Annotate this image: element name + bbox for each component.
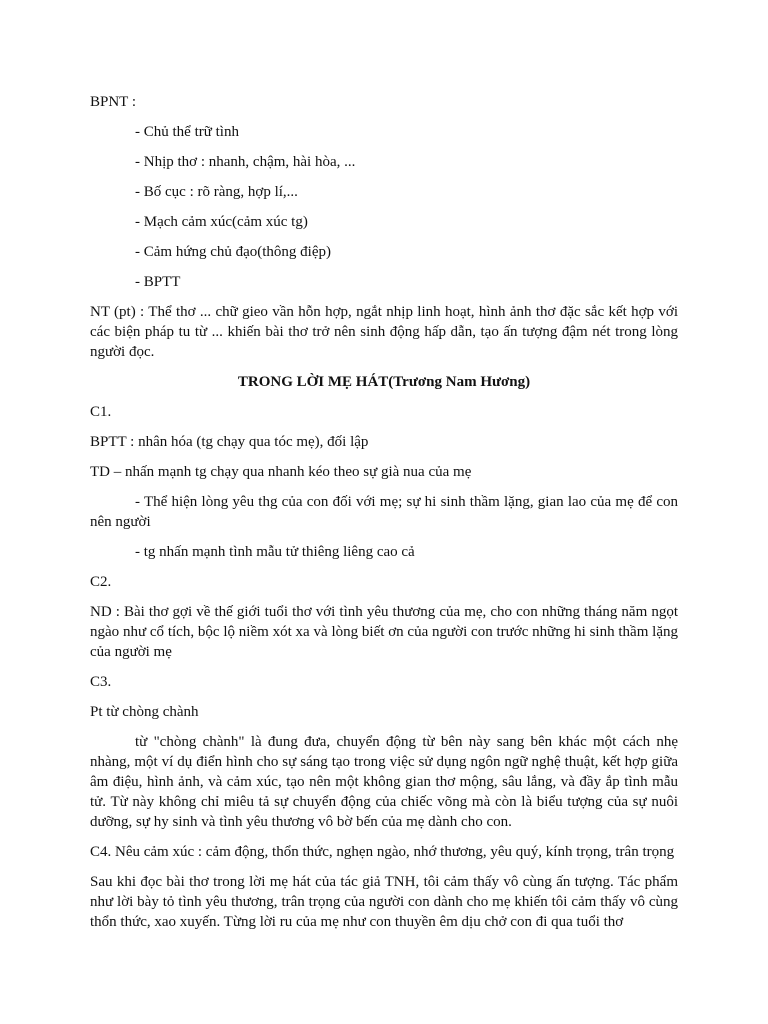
c4-paragraph: Sau khi đọc bài thơ trong lời mẹ hát của tác giả TNH, tôi cảm thấy vô cùng ấn tượng. Tác phẩm như lời bày tỏ tình yêu thương, trân trọng của người con dành cho mẹ khiến tôi cảm thấy vô cùng thổn thức, xao xuyến. Từng lời ru của mẹ như con thuyền êm dịu chở con đi qua tuổi thơ: [90, 874, 678, 930]
c1-label: C1.: [90, 404, 112, 420]
c1-point: - tg nhấn mạnh tình mẫu tử thiêng liêng cao cả: [135, 544, 415, 560]
bpnt-item: - Chủ thể trữ tình: [135, 124, 239, 140]
c3-label: C3.: [90, 674, 112, 690]
c2-nd: ND : Bài thơ gợi về thế giới tuổi thơ với tình yêu thương của mẹ, cho con những tháng năm ngọt ngào như cổ tích, bộc lộ niềm xót xa và lòng biết ơn của người con trước những hi sinh thầm lặng của người mẹ: [90, 604, 678, 660]
c3-paragraph: từ "chòng chành" là đung đưa, chuyển động từ bên này sang bên khác một cách nhẹ nhàng, một ví dụ điển hình cho sự sáng tạo trong việc sử dụng ngôn ngữ nghệ thuật, kết hợp giữa âm điệu, hình ảnh, và cảm xúc, tạo nên một không gian thơ mộng, sâu lắng, và đầy ắp tình mẫu tử. Từ này không chỉ miêu tả sự chuyển động của chiếc võng mà còn là biểu tượng của sự nuôi dưỡng, sự hy sinh và tình yêu thương vô bờ bến của mẹ dành cho con.: [90, 734, 678, 830]
bpnt-item: - Nhịp thơ : nhanh, chậm, hài hòa, ...: [135, 154, 356, 170]
document-body: [90, 92, 678, 942]
bpnt-heading: BPNT :: [90, 94, 136, 110]
bpnt-item: - BPTT: [135, 274, 181, 290]
c3-pt: Pt từ chòng chành: [90, 704, 199, 720]
bpnt-item: - Cảm hứng chủ đạo(thông điệp): [135, 244, 332, 260]
c1-point: - Thể hiện lòng yêu thg của con đối với mẹ; sự hi sinh thầm lặng, gian lao của mẹ để con nên người: [90, 494, 678, 530]
c1-bptt: BPTT : nhân hóa (tg chạy qua tóc mẹ), đối lập: [90, 434, 369, 450]
poem-title: TRONG LỜI MẸ HÁT(Trương Nam Hương): [237, 374, 531, 390]
nt-paragraph: NT (pt) : Thể thơ ... chữ gieo vần hỗn hợp, ngắt nhịp linh hoạt, hình ảnh thơ đặc sắc kết hợp với các biện pháp tu từ ... khiến bài thơ trở nên sinh động hấp dẫn, tạo ấn tượng đậm nét trong lòng người đọc.: [90, 304, 678, 360]
c1-td: TD – nhấn mạnh tg chạy qua nhanh kéo theo sự già nua của mẹ: [90, 464, 472, 480]
bpnt-item: - Bố cục : rõ ràng, hợp lí,...: [135, 184, 298, 200]
c4-line: C4. Nêu cảm xúc : cảm động, thổn thức, nghẹn ngào, nhớ thương, yêu quý, kính trọng, trân trọng: [90, 844, 675, 860]
c2-label: C2.: [90, 574, 112, 590]
bpnt-item: - Mạch cảm xúc(cảm xúc tg): [135, 214, 308, 230]
